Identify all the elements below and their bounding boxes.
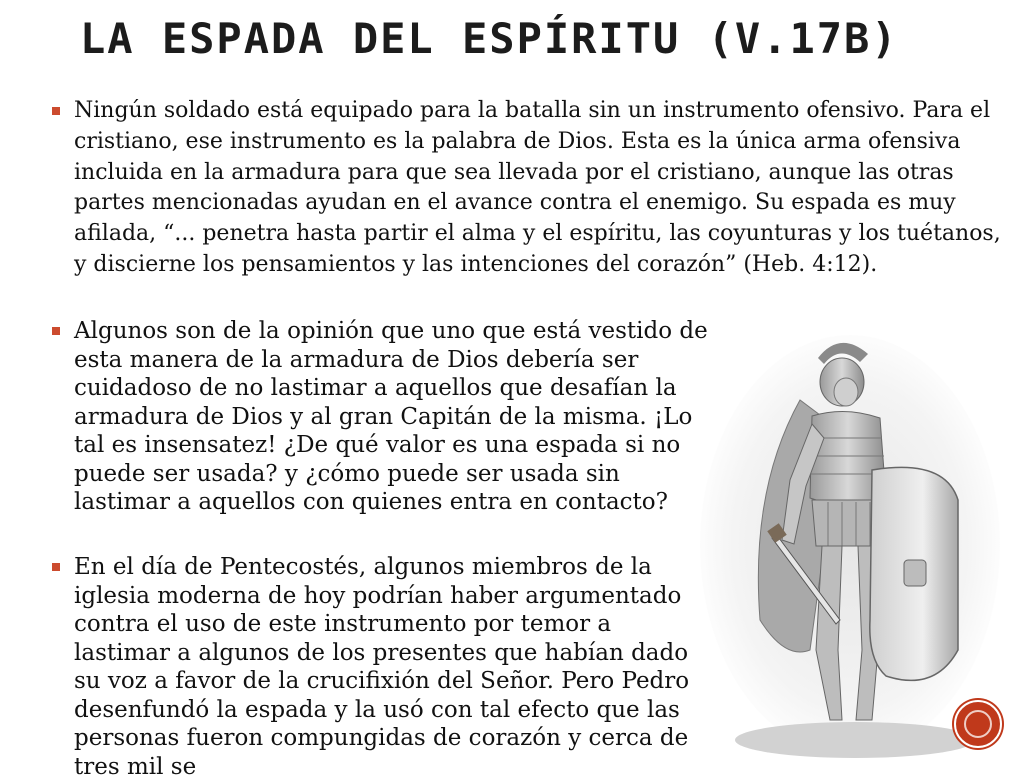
slide-title: LA ESPADA DEL ESPÍRITU (V.17B) (80, 14, 899, 63)
bullet-marker-icon (52, 563, 60, 571)
bullet-text: Ningún soldado está equipado para la batalla sin un instrumento ofensivo. Para el cristiano, ese instrumento es la palabra de Dios. Esta es la única arma ofensiva incluida en la armadura para que sea llevada por el cristiano, aunque las otras partes mencionadas ayudan en el avance contra el enemigo. Su espada es muy afilada, “... penetra hasta partir el alma y el espíritu, las coyunturas y los tuétanos, y discierne los pensamientos y las intenciones del corazón” (Heb. 4:12). (74, 98, 1001, 277)
roman-soldier-image (690, 320, 1010, 768)
slide-nav-button[interactable] (954, 700, 1002, 748)
bullet-marker-icon (52, 327, 60, 335)
bullet-text: Algunos son de la opinión que uno que está vestido de esta manera de la armadura de Dios debería ser cuidadoso de no lastimar a aquellos que desafían la armadura de Dios y al gran Capitán de la misma. ¡Lo tal es insensatez! ¿De qué valor es una espada si no puede ser usada? y ¿cómo puede ser usada sin lastimar a aquellos con quienes entra en contacto? (74, 318, 708, 515)
bullet-marker-icon (52, 107, 60, 115)
circle-icon (964, 710, 992, 738)
bullet-text: En el día de Pentecostés, algunos miembros de la iglesia moderna de hoy podrían haber argumentado contra el uso de este instrumento por temor a lastimar a algunos de los presentes que habían dado su voz a favor de la crucifixión del Señor. Pero Pedro desenfundó la espada y la usó con tal efecto que las personas fueron compungidas de corazón y cerca de tres mil se (74, 554, 690, 780)
